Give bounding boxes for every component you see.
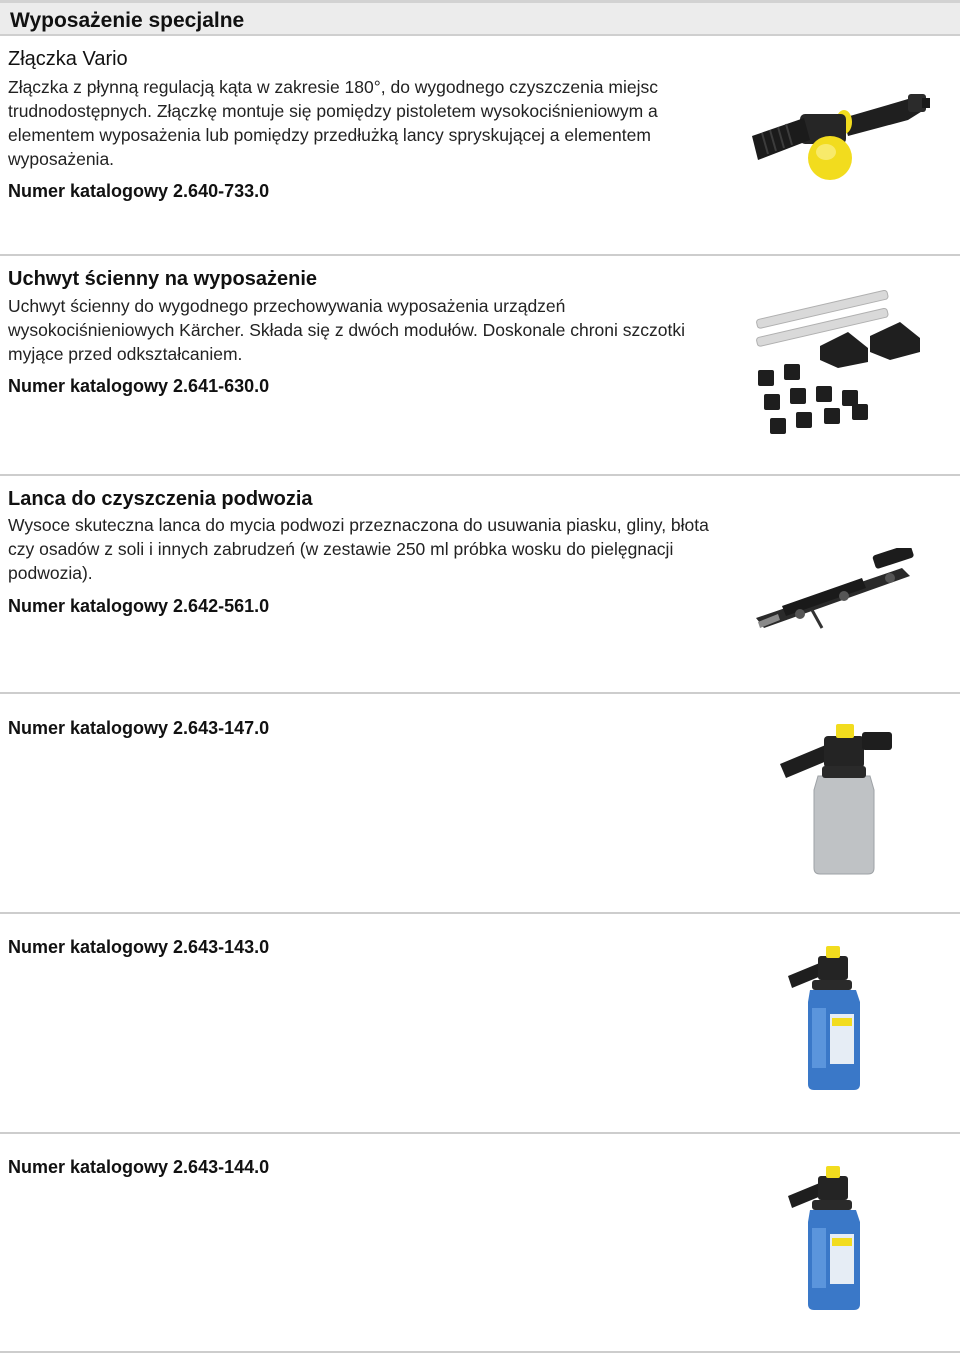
catalog-number: Numer katalogowy 2.643-147.0 [8, 718, 270, 738]
section-divider [0, 1351, 960, 1353]
product-title: Lanca do czyszczenia podwozia [8, 488, 313, 510]
page-title: Wyposażenie specjalne [10, 9, 245, 32]
catalog-number: Numer katalogowy 2.642-561.0 [8, 596, 270, 616]
product-description: Złączka z płynną regulacją kąta w zakresie 180°, do wygodnego czyszczenia miejsc trudnodostępnych. Złączkę montuje się pomiędzy pistoletem wysokociśnieniowym a elementem wyposażenia lub pomiędzy przedłużką lancy spryskującej a elementem wyposażenia. [8, 77, 658, 169]
catalog-number: Numer katalogowy 2.641-630.0 [8, 376, 270, 396]
catalog-number: Numer katalogowy 2.643-143.0 [8, 937, 270, 957]
product-title: Złączka Vario [8, 48, 128, 70]
catalog-number: Numer katalogowy 2.640-733.0 [8, 181, 270, 201]
product-description: Uchwyt ścienny do wygodnego przechowywania wyposażenia urządzeń wysokociśnieniowych Kärcher. Składa się z dwóch modułów. Doskonale chroni szczotki myjące przed odkształcaniem. [8, 296, 685, 364]
catalog-number: Numer katalogowy 2.643-144.0 [8, 1157, 270, 1177]
foam-nozzle-car-bike-icon [786, 1164, 866, 1314]
product-title: Uchwyt ścienny na wyposażenie [8, 268, 317, 290]
product-description: Wysoce skuteczna lanca do mycia podwozi przeznaczona do usuwania piasku, gliny, błota czy osadów z soli i innych zabrudzeń (w zestawie 250 ml próbka wosku do pielęgnacji podwozia). [8, 515, 709, 583]
